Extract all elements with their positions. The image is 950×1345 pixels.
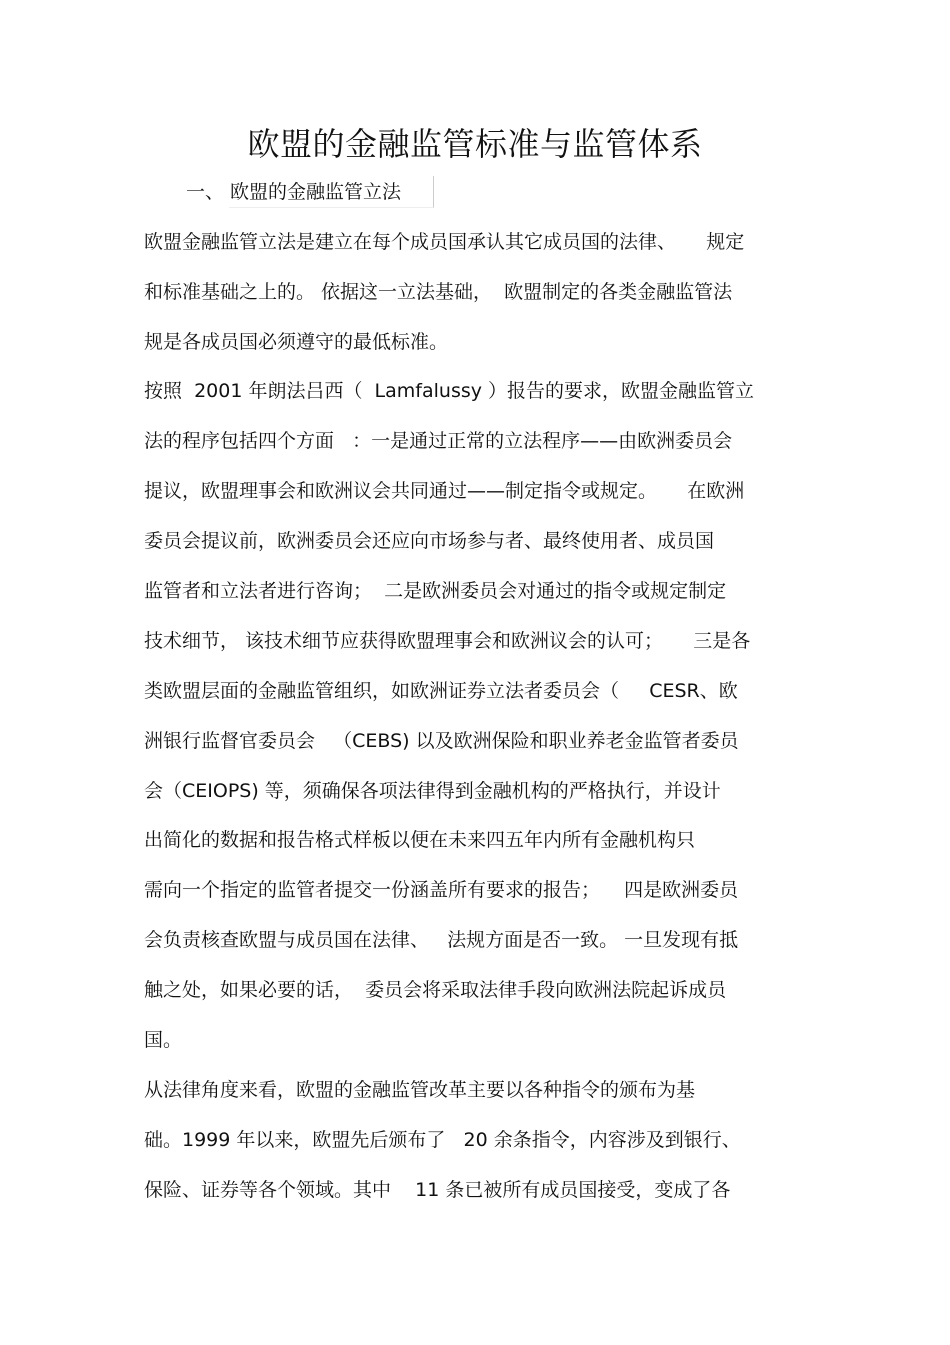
document-title: 欧盟的金融监管标准与监管体系	[247, 125, 703, 163]
body-line: 和标准基础之上的。 依据这一立法基础， 欧盟制定的各类金融监管法	[144, 281, 733, 303]
body-line: 规是各成员国必须遵守的最低标准。	[144, 331, 449, 353]
section-heading: 一、 欧盟的金融监管立法	[186, 181, 402, 203]
body-line: 洲银行监督官委员会 （CEBS) 以及欧洲保险和职业养老金监管者委员	[144, 730, 739, 752]
body-line: 国。	[144, 1029, 183, 1051]
body-line: 会（CEIOPS) 等，须确保各项法律得到金融机构的严格执行，并设计	[144, 780, 721, 802]
body-line: 监管者和立法者进行咨询； 二是欧洲委员会对通过的指令或规定制定	[144, 580, 727, 602]
body-line: 类欧盟层面的金融监管组织，如欧洲证券立法者委员会（ CESR、欧	[144, 680, 738, 702]
body-line: 欧盟金融监管立法是建立在每个成员国承认其它成员国的法律、 规定	[144, 231, 745, 253]
body-line: 出简化的数据和报告格式样板以便在未来四五年内所有金融机构只	[144, 829, 696, 851]
body-line: 从法律角度来看，欧盟的金融监管改革主要以各种指令的颁布为基	[144, 1079, 696, 1101]
body-line: 法的程序包括四个方面 ：一是通过正常的立法程序——由欧洲委员会	[144, 430, 733, 452]
body-line: 提议，欧盟理事会和欧洲议会共同通过——制定指令或规定。 在欧洲	[144, 480, 745, 502]
body-line: 础。1999 年以来，欧盟先后颁布了 20 余条指令，内容涉及到银行、	[144, 1129, 741, 1151]
body-line: 会负责核查欧盟与成员国在法律、 法规方面是否一致。 一旦发现有抵	[144, 929, 739, 951]
body-line: 保险、证券等各个领域。其中 11 条已被所有成员国接受，变成了各	[144, 1179, 731, 1201]
body-line: 技术细节， 该技术细节应获得欧盟理事会和欧洲议会的认可； 三是各	[144, 630, 751, 652]
body-line: 需向一个指定的监管者提交一份涵盖所有要求的报告； 四是欧洲委员	[144, 879, 739, 901]
body-line: 委员会提议前，欧洲委员会还应向市场参与者、最终使用者、成员国	[144, 530, 715, 552]
body-line: 触之处，如果必要的话， 委员会将采取法律手段向欧洲法院起诉成员	[144, 979, 727, 1001]
body-line: 按照 2001 年朗法吕西（ Lamfalussy ）报告的要求，欧盟金融监管立	[144, 380, 755, 402]
